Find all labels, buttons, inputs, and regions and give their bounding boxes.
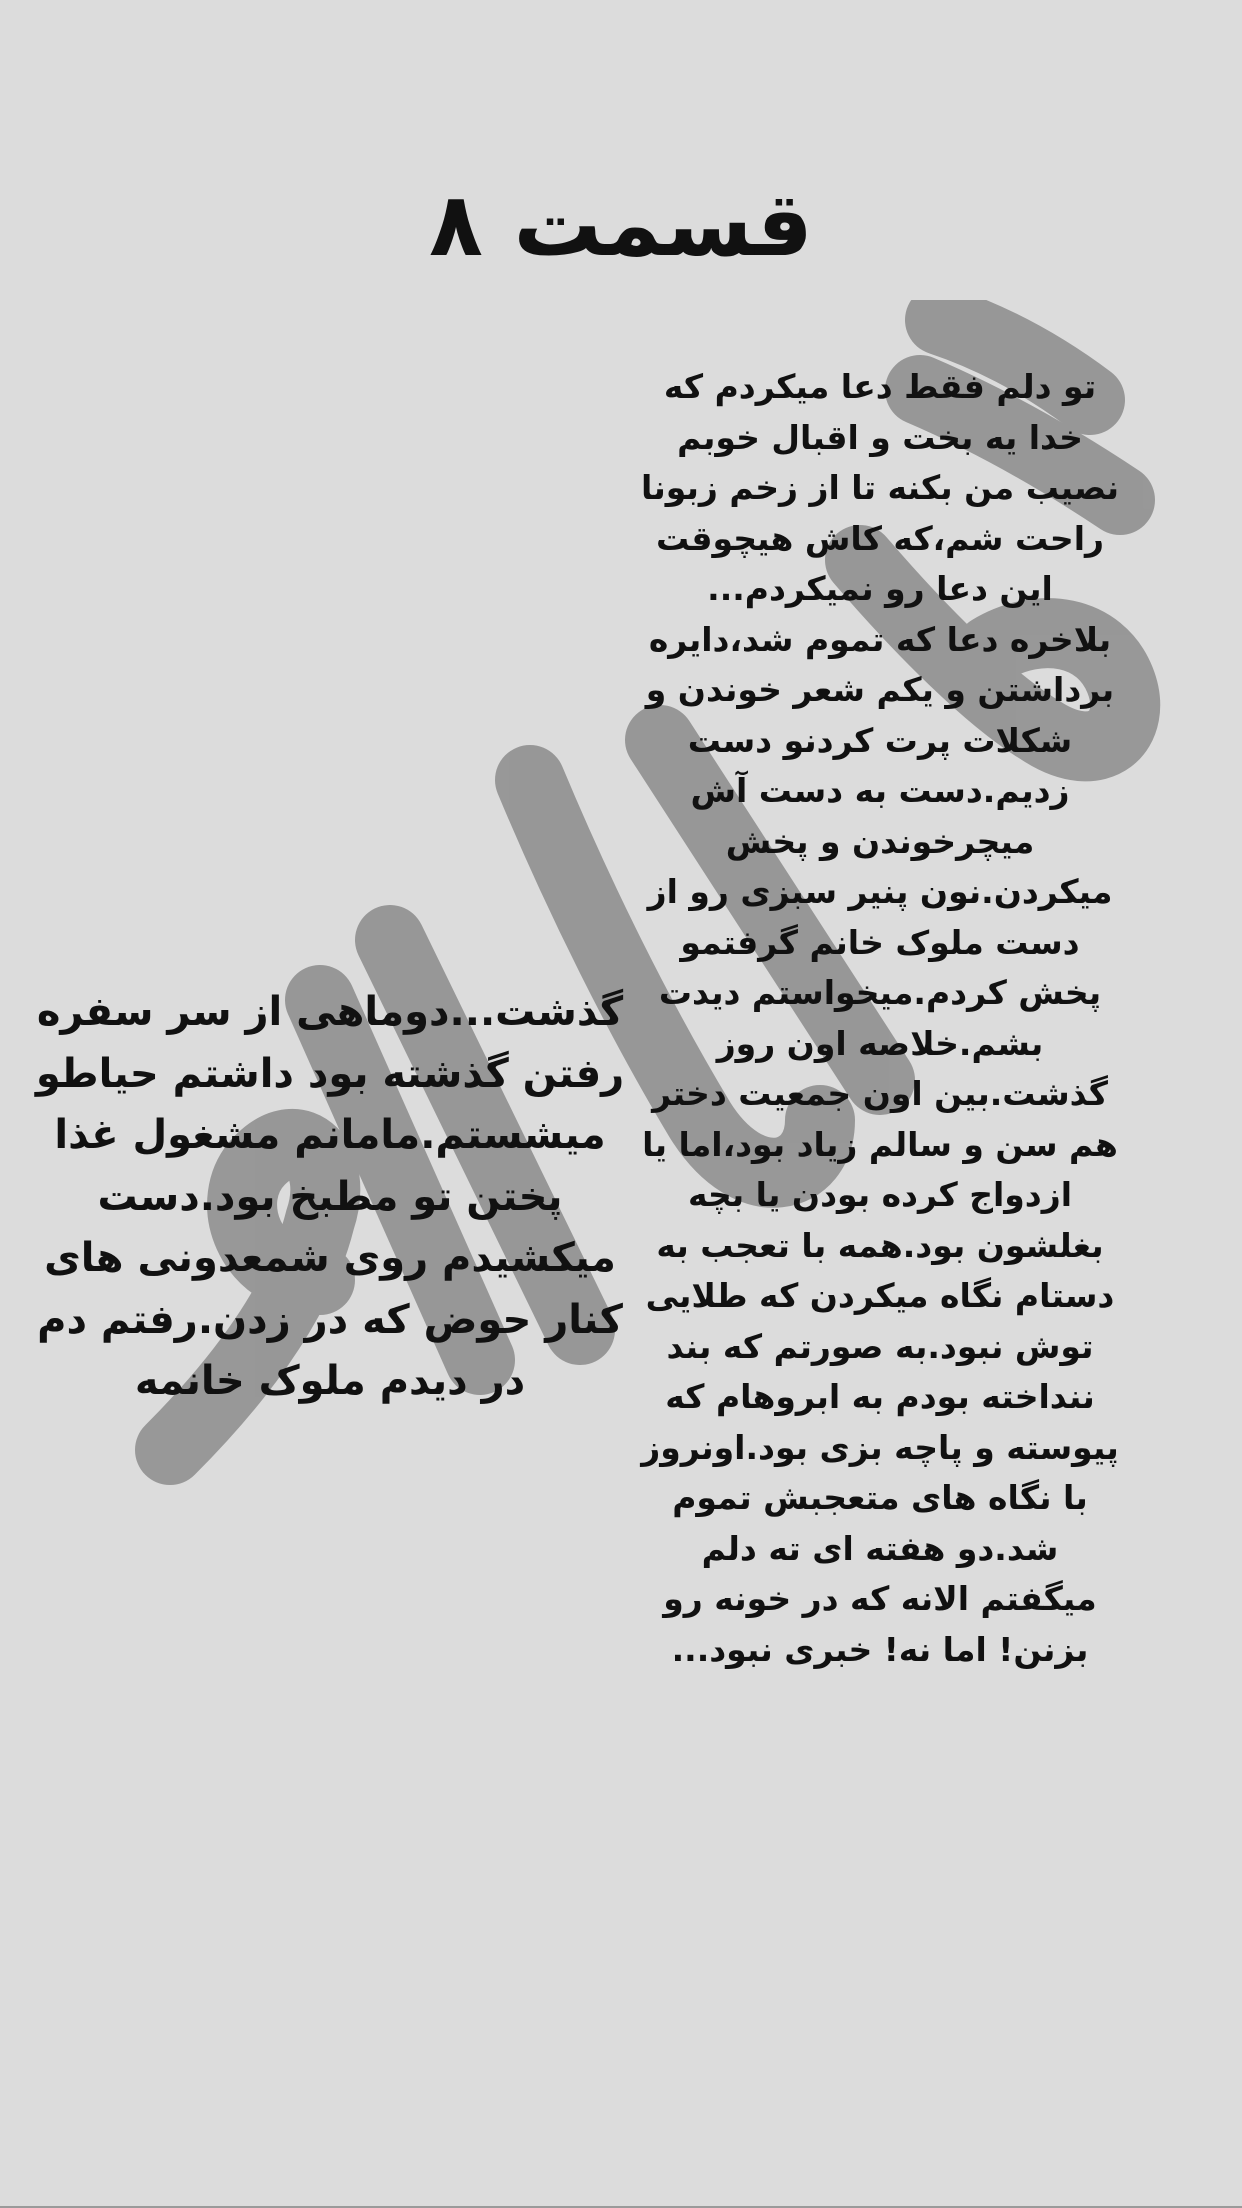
story-text-left-column: گذشت...دوماهی از سر سفره رفتن گذشته بود داشتم حیاطو میشستم.مامانم مشغول غذا پختن تو مطبخ بود.دست میکشیدم روی شمعدونی های کنار حوض که در زدن.رفتم دم در دیدم ملوک خانمه [35, 989, 625, 1404]
page-title: قسمت ۸ [429, 173, 813, 276]
story-text-right-column: تو دلم فقط دعا میکردم که خدا یه بخت و اقبال خوبم نصیب من بکنه تا از زخم زبونا راحت شم،که کاش هیچوقت این دعا رو نمیکردم... بلاخره دعا که تموم شد،دایره برداشتن و یکم شعر خوندن و شکلات پرت کردنو دست زدیم.دست به دست آش میچرخوندن و پخش میکردن.نون پنیر سبزی رو از دست ملوک خانم گرفتمو پخش کردم.میخواستم دیدت بشم.خلاصه اون روز گذشت.بین اون جمعیت دختر هم سن و سالم زیاد بود،اما یا ازدواج کرده بودن یا بچه بغلشون بود.همه با تعجب به دستام نگاه میکردن که طلایی توش نبود.به صورتم که بند ننداخته بودم به ابروهام که پیوسته و پاچه بزی بود.اونروز با نگاه های متعجبش تموم شد.دو هفته ای ته دلم میگفتم الانه که در خونه رو بزنن! اما نه! خبری نبود... [640, 367, 1120, 1669]
